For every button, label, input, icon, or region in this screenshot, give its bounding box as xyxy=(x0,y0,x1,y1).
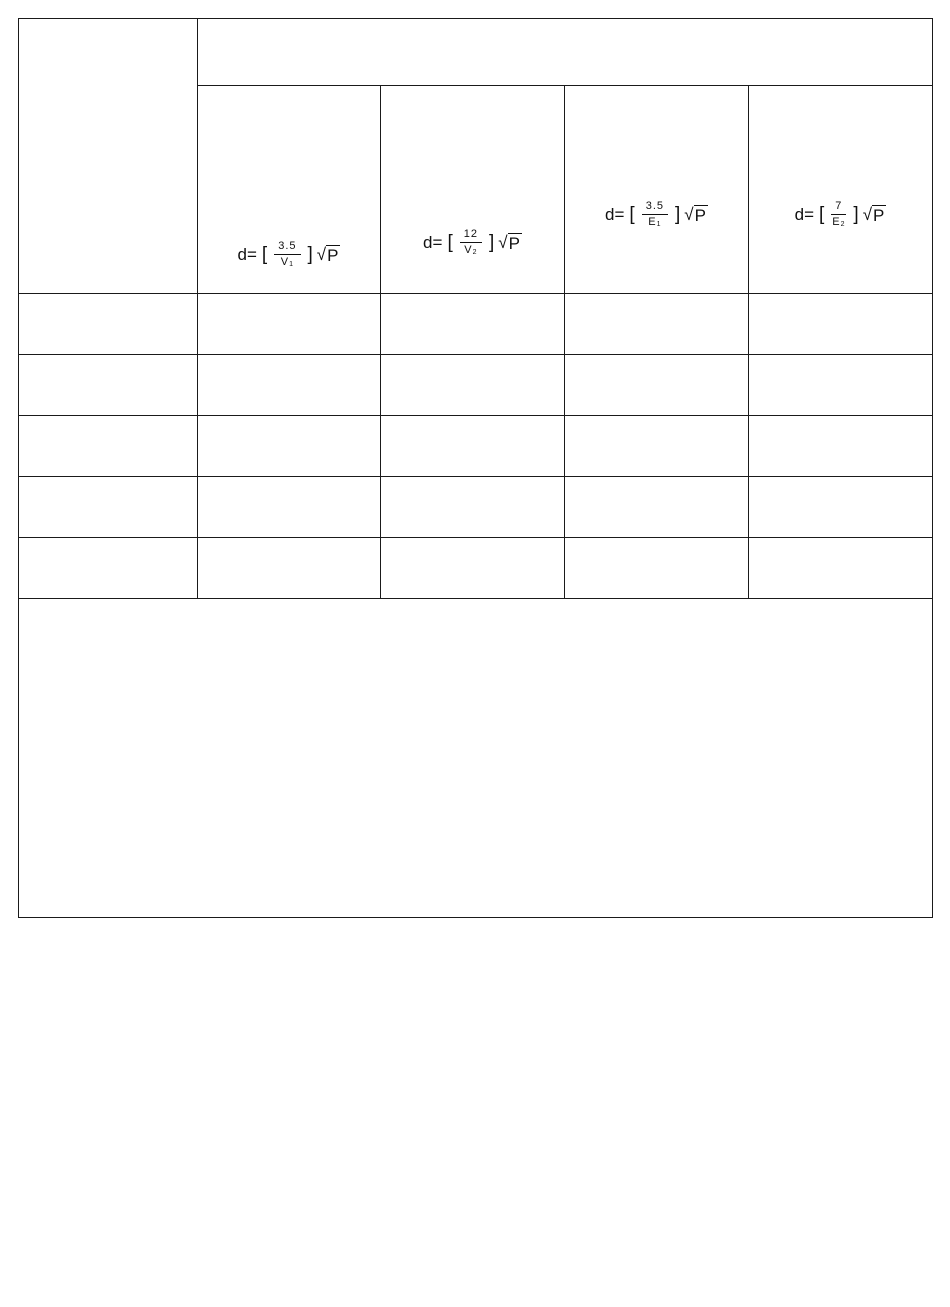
header-row-top xyxy=(19,19,933,86)
square-root xyxy=(498,233,522,253)
radicand: P xyxy=(508,233,520,253)
fraction xyxy=(460,229,482,256)
formula-1 xyxy=(198,241,380,268)
close-bracket: ] xyxy=(307,243,313,265)
row-label-cell xyxy=(19,477,198,538)
open-bracket: [ xyxy=(819,203,825,225)
square-root xyxy=(863,205,887,225)
table-cell xyxy=(198,477,381,538)
radical-sign: √ xyxy=(684,204,694,224)
fraction-numerator: 3.5 xyxy=(642,201,668,215)
table-cell xyxy=(565,294,749,355)
table-cell xyxy=(198,294,381,355)
table-row xyxy=(19,355,933,416)
row-header-blank-cell xyxy=(19,19,198,294)
fraction-numerator: 3.5 xyxy=(274,241,300,255)
formula-lhs: d= xyxy=(605,204,625,224)
formula-3 xyxy=(565,201,748,228)
fraction-denominator xyxy=(648,215,661,228)
fraction-denominator xyxy=(281,255,294,268)
denominator-subscript: 1 xyxy=(656,221,662,228)
radicand: P xyxy=(694,205,706,225)
denominator-symbol: V xyxy=(280,256,290,268)
fraction-denominator xyxy=(464,243,477,256)
square-root xyxy=(317,245,341,265)
fraction xyxy=(642,201,668,228)
row-label-cell xyxy=(19,355,198,416)
table-cell xyxy=(565,538,749,599)
table-cell xyxy=(749,416,933,477)
square-root xyxy=(684,205,708,225)
table-cell xyxy=(381,538,565,599)
close-bracket: ] xyxy=(488,231,495,253)
table-cell xyxy=(565,416,749,477)
fraction-numerator: 7 xyxy=(831,201,846,215)
table-cell xyxy=(381,355,565,416)
formula-lhs: d= xyxy=(423,232,443,252)
table-row xyxy=(19,294,933,355)
denominator-symbol: E xyxy=(832,216,841,228)
denominator-symbol: E xyxy=(648,216,657,228)
formula-cell-2 xyxy=(381,86,565,294)
notes-row xyxy=(19,599,933,918)
table-cell xyxy=(381,294,565,355)
fraction-denominator xyxy=(832,215,845,228)
denominator-subscript: 2 xyxy=(472,249,478,256)
table-cell xyxy=(749,538,933,599)
denominator-symbol: V xyxy=(464,244,473,256)
table-cell xyxy=(198,538,381,599)
table-cell xyxy=(381,477,565,538)
table-cell xyxy=(381,416,565,477)
formula-2 xyxy=(381,229,564,256)
row-label-cell xyxy=(19,538,198,599)
denominator-subscript: 2 xyxy=(840,221,846,228)
table-row xyxy=(19,477,933,538)
denominator-subscript: 1 xyxy=(289,261,294,268)
table-cell xyxy=(749,477,933,538)
table-cell xyxy=(749,355,933,416)
fraction-numerator: 12 xyxy=(460,229,482,243)
table-cell xyxy=(198,416,381,477)
fraction xyxy=(831,201,846,228)
fraction xyxy=(274,241,300,268)
document-page xyxy=(18,18,932,919)
open-bracket: [ xyxy=(629,203,635,225)
radical-sign: √ xyxy=(498,232,508,252)
formula-table xyxy=(18,18,933,918)
radical-sign: √ xyxy=(862,204,873,224)
table-cell xyxy=(198,355,381,416)
formula-cell-1 xyxy=(198,86,381,294)
formula-cell-3 xyxy=(565,86,749,294)
close-bracket: ] xyxy=(853,203,859,225)
row-label-cell xyxy=(19,294,198,355)
table-cell xyxy=(565,477,749,538)
notes-cell xyxy=(19,599,933,918)
table-row xyxy=(19,416,933,477)
row-label-cell xyxy=(19,416,198,477)
formula-lhs: d= xyxy=(794,204,814,224)
radicand: P xyxy=(327,245,339,265)
radicand: P xyxy=(873,205,885,225)
formula-lhs: d= xyxy=(237,244,257,264)
formula-4 xyxy=(749,201,932,228)
close-bracket: ] xyxy=(675,203,681,225)
table-cell xyxy=(565,355,749,416)
radical-sign: √ xyxy=(316,244,327,264)
formula-cell-4 xyxy=(749,86,933,294)
column-group-header-cell xyxy=(198,19,933,86)
open-bracket: [ xyxy=(261,243,268,265)
open-bracket: [ xyxy=(447,231,453,253)
table-row xyxy=(19,538,933,599)
table-cell xyxy=(749,294,933,355)
